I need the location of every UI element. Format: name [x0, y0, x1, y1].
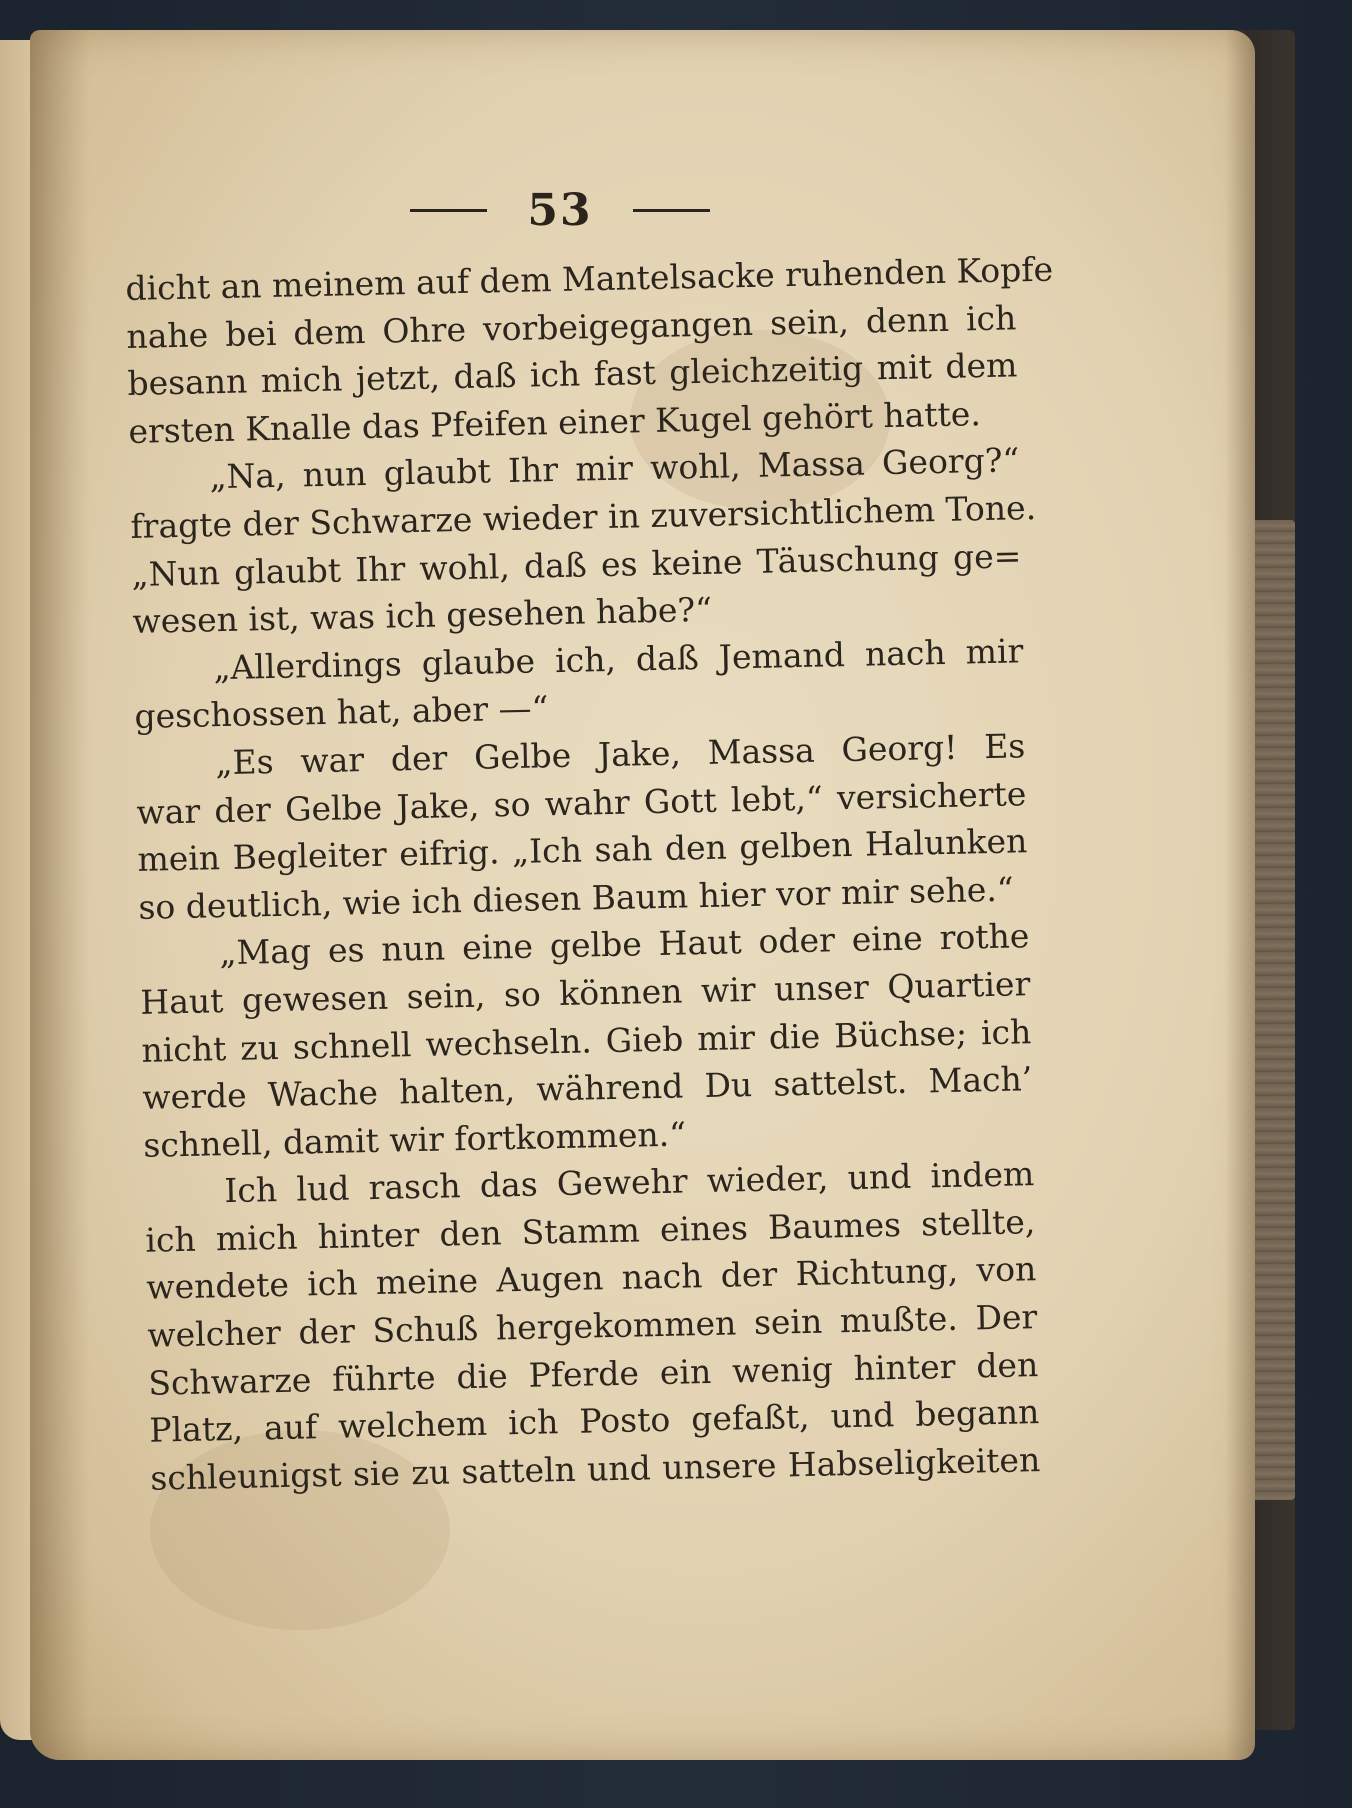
text-line: Schwarze führte die Pferde ein wenig hinter den: [148, 1344, 1039, 1403]
text-line: werde Wache halten, während Du sattelst. Mach’: [142, 1059, 1033, 1117]
header-rule-left: [410, 209, 487, 212]
text-line: dicht an meinem auf dem Mantelsacke ruhenden Kopfe: [125, 249, 1054, 308]
text-line: „Allerdings glaube ich, daß Jemand nach mir: [213, 631, 1024, 687]
page-number: 53: [527, 184, 593, 236]
text-line: Ich lud rasch das Gewehr wieder, und indem: [224, 1154, 1035, 1211]
text-line: „Nun glaubt Ihr wohl, daß es keine Täuschung ge=: [131, 535, 1022, 594]
text-line: „Es war der Gelbe Jake, Massa Georg! Es: [215, 726, 1026, 783]
text-line: geschossen hat, aber —“: [134, 688, 549, 737]
text-line: schnell, damit wir fortkommen.“: [143, 1114, 687, 1165]
text-line: wendete ich meine Augen nach der Richtung, von: [146, 1249, 1037, 1308]
text-line: besann mich jetzt, daß ich fast gleichzeitig mit dem: [127, 345, 1018, 404]
text-line: schleunigst sie zu satteln und unsere Habseligkeiten: [150, 1439, 1041, 1498]
text-line: „Na, nun glaubt Ihr mir wohl, Massa Georg?“: [209, 440, 1020, 497]
text-line: Platz, auf welchem ich Posto gefaßt, und begann: [149, 1392, 1040, 1450]
text-line: Haut gewesen sein, so können wir unser Quartier: [140, 964, 1031, 1022]
text-line: mein Begleiter eifrig. „Ich sah den gelben Halunken: [137, 821, 1028, 879]
page-edge: [1225, 30, 1255, 1760]
text-line: „Mag es nun eine gelbe Haut oder eine rothe: [219, 916, 1030, 973]
text-line: fragte der Schwarze wieder in zuversichtlichem Tone.: [130, 487, 1037, 546]
text-line: ich mich hinter den Stamm eines Baumes stellte,: [145, 1202, 1036, 1260]
text-line: wesen ist, was ich gesehen habe?“: [132, 589, 713, 642]
text-line: nahe bei dem Ohre vorbeigegangen sein, denn ich: [126, 297, 1017, 356]
body-text: [125, 246, 1054, 1502]
text-line: war der Gelbe Jake, so wahr Gott lebt,“ versicherte: [136, 773, 1027, 832]
text-line: nicht zu schnell wechseln. Gieb mir die Büchse; ich: [141, 1011, 1032, 1070]
header-rule-right: [633, 209, 710, 212]
text-line: ersten Knalle das Pfeifen einer Kugel gehört hatte.: [128, 393, 982, 451]
page-header: [370, 180, 750, 240]
text-line: so deutlich, wie ich diesen Baum hier vor mir sehe.“: [138, 869, 1015, 927]
text-line: welcher der Schuß hergekommen sein mußte. Der: [147, 1297, 1038, 1355]
book-page: [30, 30, 1255, 1760]
page-gutter: [30, 30, 90, 1760]
